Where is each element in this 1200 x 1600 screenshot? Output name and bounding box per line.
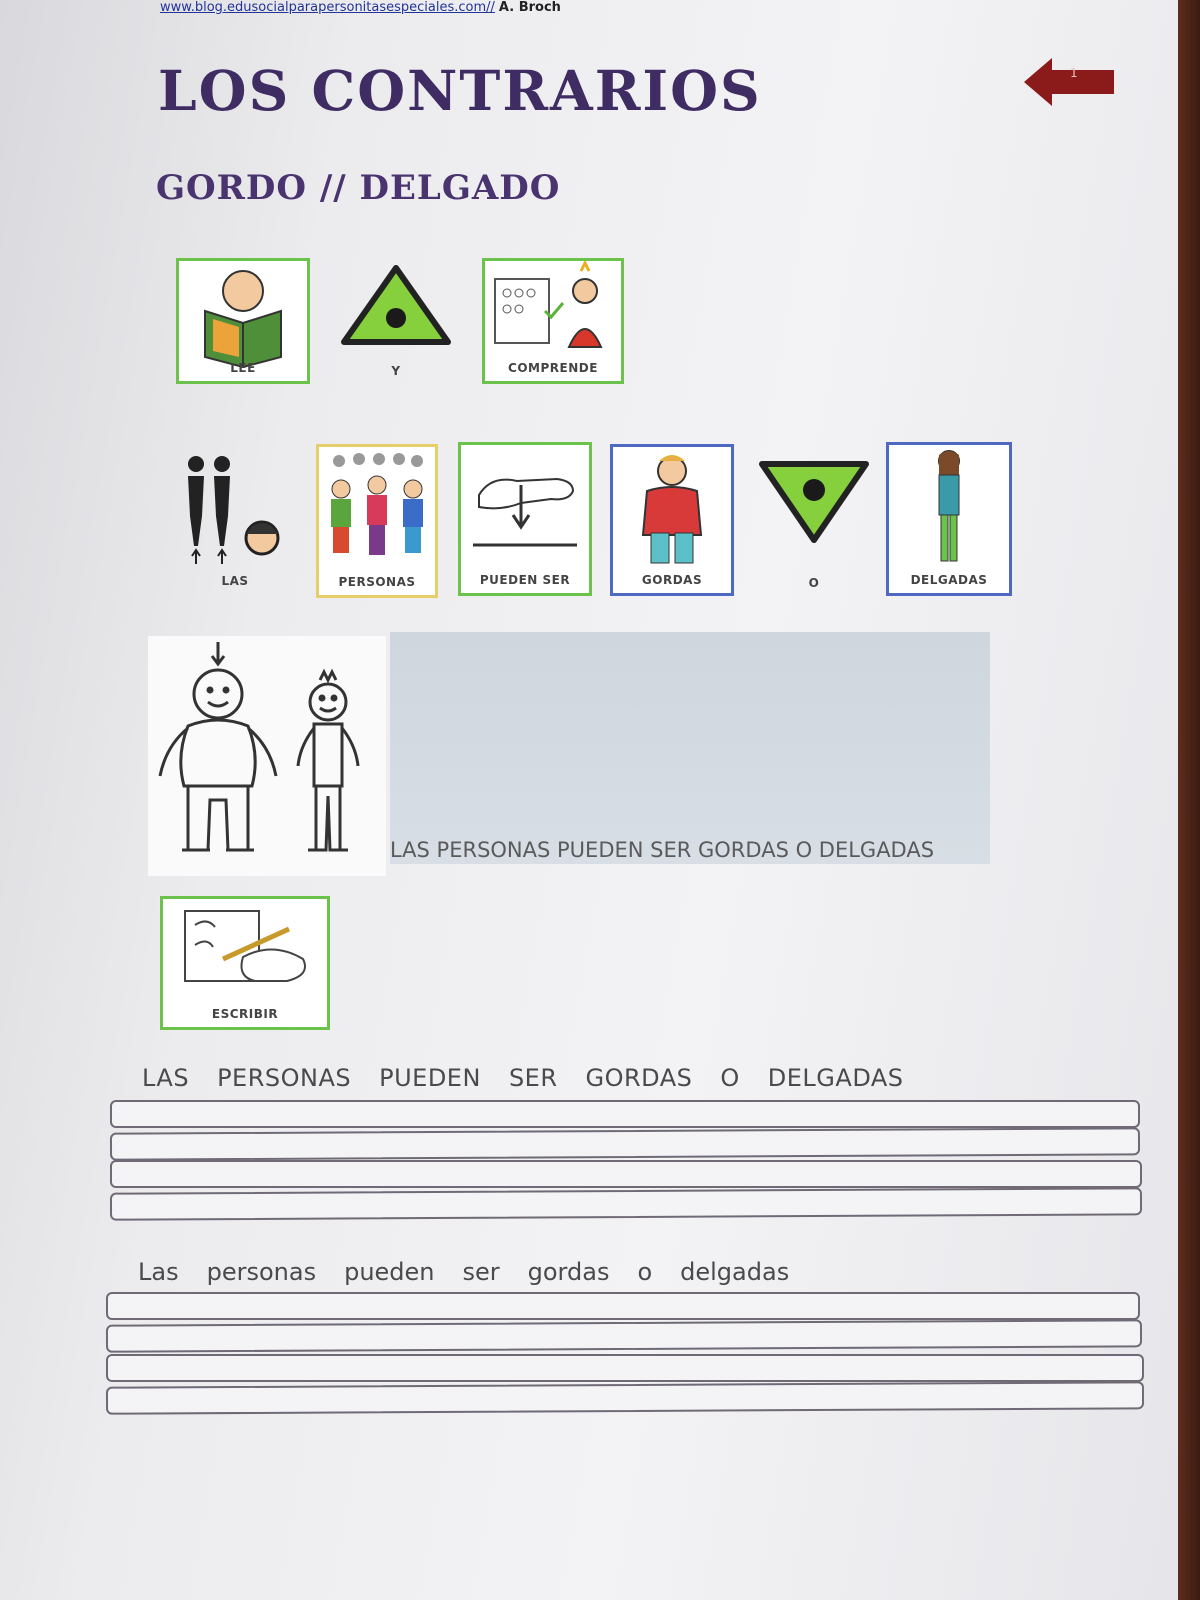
pictogram-lee <box>176 258 310 384</box>
writing-line[interactable] <box>110 1187 1142 1220</box>
thin-person-icon <box>889 445 1009 571</box>
uppercase-sentence <box>142 1064 932 1092</box>
word: DELGADAS <box>767 1064 904 1092</box>
lowercase-sentence <box>138 1258 817 1286</box>
pictogram-label: PUEDEN SER <box>479 573 571 587</box>
inverted-triangle-or-icon <box>752 452 876 552</box>
word: ser <box>462 1258 500 1286</box>
pictogram-pueden-ser <box>458 442 592 596</box>
pictogram-comprende <box>482 258 624 384</box>
writing-line[interactable] <box>110 1127 1140 1160</box>
pictogram-label: O <box>808 576 820 590</box>
word: o <box>637 1258 653 1286</box>
writing-hand-icon <box>163 899 327 1009</box>
source-url-link[interactable]: www.blog.edusocialparapersonitasespeciales.com// <box>160 0 495 15</box>
back-arrow-button[interactable] <box>1024 56 1116 108</box>
pictogram-label: DELGADAS <box>910 573 988 587</box>
pictogram-label: LAS <box>221 574 249 588</box>
pictogram-escribir <box>160 896 330 1030</box>
answer-box <box>390 632 990 864</box>
word: GORDAS <box>585 1064 693 1092</box>
triangle-conjunction-icon <box>336 262 456 362</box>
word: pueden <box>344 1258 435 1286</box>
page-number: 1 <box>1070 66 1078 80</box>
word: O <box>720 1064 740 1092</box>
word: PUEDEN <box>379 1064 481 1092</box>
writing-line[interactable] <box>106 1319 1142 1352</box>
pictogram-label: Y <box>391 364 401 378</box>
word: SER <box>508 1064 558 1092</box>
fat-thin-illustration <box>148 636 386 876</box>
writing-line[interactable] <box>110 1100 1140 1128</box>
pictogram-y <box>336 262 456 384</box>
device-edge <box>1178 0 1200 1600</box>
fat-person-icon <box>613 447 731 571</box>
pictogram-label: GORDAS <box>641 573 703 587</box>
word: delgadas <box>680 1258 790 1286</box>
pictogram-o <box>752 452 876 596</box>
illustration-caption: LAS PERSONAS PUEDEN SER GORDAS O DELGADAS <box>390 838 935 862</box>
word: Las <box>138 1258 179 1286</box>
pictogram-gordas <box>610 444 734 596</box>
pictogram-label: LEE <box>230 361 256 375</box>
women-plural-icon <box>176 446 294 574</box>
writing-line[interactable] <box>106 1292 1140 1320</box>
writing-line[interactable] <box>106 1381 1144 1414</box>
page-title: LOS CONTRARIOS <box>158 58 762 123</box>
writing-line[interactable] <box>110 1160 1142 1188</box>
hand-can-icon <box>461 445 589 573</box>
people-group-icon <box>319 447 435 575</box>
word: gordas <box>527 1258 610 1286</box>
source-line <box>160 0 561 15</box>
author-name: A. Broch <box>498 0 561 15</box>
word: LAS <box>142 1064 190 1092</box>
writing-line[interactable] <box>106 1354 1144 1382</box>
left-arrow-icon <box>1024 56 1116 108</box>
pictogram-label: ESCRIBIR <box>211 1007 279 1021</box>
page-subtitle: GORDO // DELGADO <box>156 168 561 208</box>
pictogram-personas <box>316 444 438 598</box>
word: PERSONAS <box>217 1064 352 1092</box>
pictogram-las <box>176 446 294 594</box>
fat-and-thin-men-icon <box>148 636 386 876</box>
word: personas <box>206 1258 317 1286</box>
pictogram-label: PERSONAS <box>338 575 416 589</box>
pictogram-label: COMPRENDE <box>508 361 598 375</box>
pictogram-delgadas <box>886 442 1012 596</box>
